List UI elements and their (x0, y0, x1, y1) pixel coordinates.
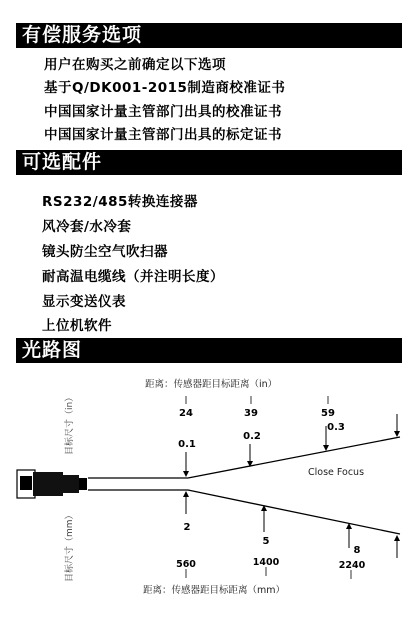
services-item-1: 用户在购买之前确定以下选项 (44, 57, 226, 73)
accessories-item-5: 显示变送仪表 (42, 294, 126, 310)
accessories-item-2: 风冷套/水冷套 (42, 219, 132, 235)
services-item-3: 中国国家计量主管部门出具的校准证书 (44, 104, 282, 120)
in-size-3: 0.3 (327, 422, 345, 433)
mm-distance-ticks (186, 567, 351, 579)
upper-size-label: 目标尺寸（in） (65, 392, 75, 455)
in-distance-1: 24 (179, 408, 193, 419)
mm-distance-1: 560 (176, 559, 196, 570)
services-header: 有偿服务选项 (16, 23, 402, 48)
accessories-header: 可选配件 (16, 150, 402, 175)
in-size-1: 0.1 (178, 439, 196, 450)
mm-size-3: 8 (353, 545, 361, 556)
mm-distance-2: 1400 (252, 557, 280, 568)
beam-lines (88, 437, 400, 534)
services-item-2: 基于Q/DK001-2015制造商校准证书 (44, 80, 286, 96)
mm-size-1: 2 (183, 522, 191, 533)
mm-distance-3: 2240 (338, 560, 366, 571)
close-focus-label: Close Focus (308, 467, 365, 478)
bottom-axis-label: 距离：传感器距目标距离（mm） (143, 585, 286, 596)
accessories-item-4: 耐高温电缆线（并注明长度） (42, 269, 224, 285)
optics-header: 光路图 (16, 338, 402, 363)
lower-size-arrows (183, 494, 397, 558)
mm-size-2: 5 (262, 536, 270, 547)
top-axis-label: 距离：传感器距目标距离（in） (145, 379, 278, 390)
in-size-2: 0.2 (243, 431, 261, 442)
services-item-4: 中国国家计量主管部门出具的标定证书 (44, 127, 282, 143)
sensor-device-icon (17, 470, 87, 498)
accessories-item-6: 上位机软件 (42, 318, 112, 334)
accessories-item-3: 镜头防尘空气吹扫器 (42, 244, 168, 260)
lower-size-label: 目标尺寸（mm） (65, 510, 75, 582)
in-distance-ticks (186, 396, 328, 404)
accessories-item-1: RS232/485转换连接器 (42, 194, 198, 210)
in-distance-2: 39 (244, 408, 258, 419)
in-distance-3: 59 (321, 408, 335, 419)
